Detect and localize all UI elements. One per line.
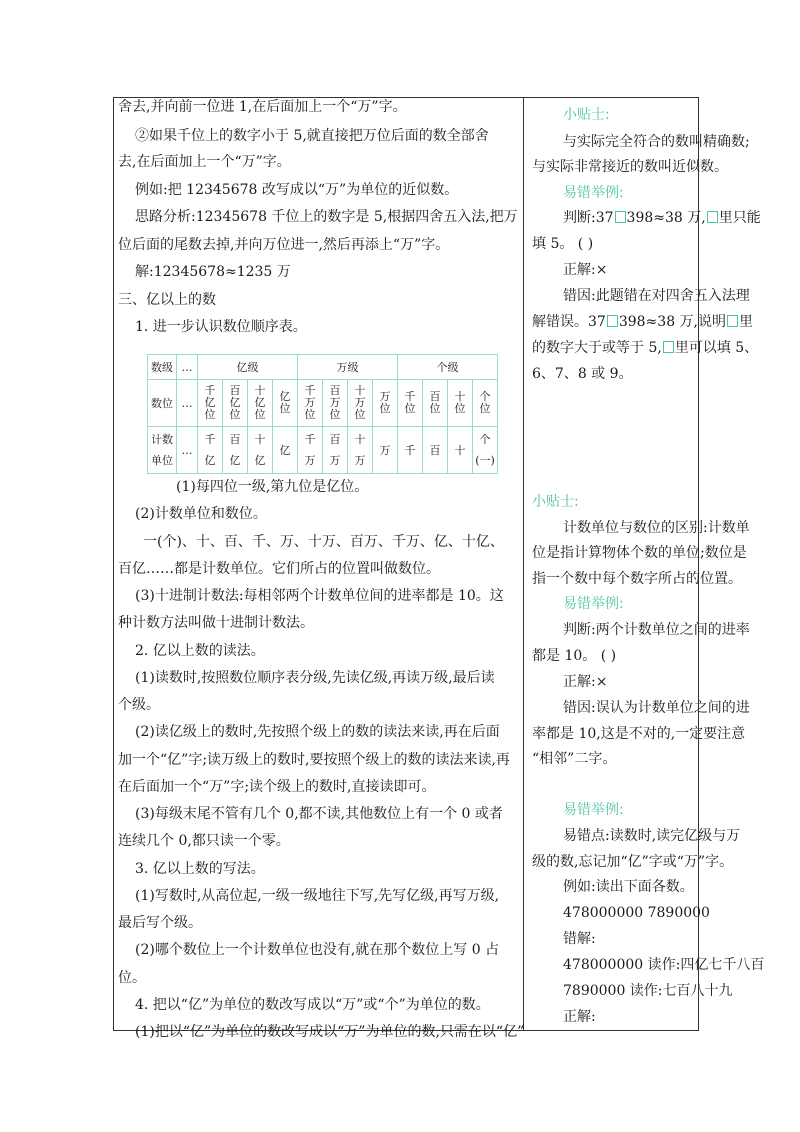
table-cell: 十万位 [354,384,366,421]
note-line: 判断:37 398≈38 万, 里只能 [563,210,761,226]
note-line: 错因:误认为计数单位之间的进 [563,700,750,716]
table-cell: 万 [329,454,341,467]
note-line: 率都是 10,这是不对的,一定要注意 [532,726,746,742]
example-line: 例如:把 12345678 改写成以“万”为单位的近似数。 [135,182,459,198]
table-cell: 千 [204,433,216,446]
table-cell: 百 [229,433,241,446]
note-line: 错解: [563,931,596,947]
subsection-heading: 2. 亿以上数的读法。 [135,643,265,659]
note-line: 计数单位与数位的区别:计数单 [563,520,750,536]
table-cell: … [177,427,198,474]
text-line: 百亿……都是计数单位。它们所占的位置叫做数位。 [118,561,440,577]
table-cell: 百万位 [329,384,341,421]
section-heading: 三、亿以上的数 [118,292,216,308]
table-cell: 亿 [273,427,298,474]
text-line: 加一个“亿”字;读万级上的数时,要按照个级上的数的读法来读,再 [118,752,510,768]
text-line: 连续几个 0,都只读一个零。 [118,833,290,849]
column-divider [523,97,524,1031]
text-line: 个级。 [118,697,160,713]
text-line: (1)把以“亿”为单位的数改写成以“万”为单位的数,只需在以“亿” [135,1024,525,1040]
table-cell: 亿位 [279,390,291,415]
note-line: 都是 10。 ( ) [532,648,617,664]
note-line: 478000000 7890000 [563,905,710,921]
note-line: 填 5。 ( ) [532,236,594,252]
blank-box-icon [707,211,718,223]
table-cell: 数位 [148,380,177,427]
note-line: 级的数,忘记加“亿”字或“万”字。 [532,854,734,870]
note-line: 6、7、8 或 9。 [532,366,633,382]
text-line: (3)每级末尾不管有几个 0,都不读,其他数位上有一个 0 或者 [135,806,503,822]
text-line: 舍去,并向前一位进 1,在后面加上一个“万”字。 [118,99,407,115]
table-cell: 亿级 [198,355,298,380]
error-example-label: 易错举例: [563,802,624,818]
table-cell: 百位 [429,390,441,415]
note-line: 478000000 读作:四亿七千八百 [563,957,765,973]
table-cell: 百亿位 [229,384,241,421]
note-line: 易错点:读数时,读完亿级与万 [563,828,741,844]
analysis-line: 思路分析:12345678 千位上的数字是 5,根据四舍五入法,把万 [135,209,518,225]
table-cell: 十位 [454,390,466,415]
digit-order-table [147,354,498,474]
text-line: (1)读数时,按照数位顺序表分级,先读亿级,再读万级,最后读 [135,670,495,686]
subsection-heading: 1. 进一步认识数位顺序表。 [135,319,307,335]
table-cell: 亿 [254,454,266,467]
table-cell: 万位 [379,390,391,415]
text-line: 位后面的尾数去掉,并向万位进一,然后再添上“万”字。 [118,237,450,253]
table-cell: 个位 [479,390,491,415]
text-line: 最后写个级。 [118,915,202,931]
answer-line: 正解: [563,1009,596,1025]
error-example-label: 易错举例: [563,185,624,201]
table-cell: 千亿位 [204,384,216,421]
table-cell: 个 [479,433,491,446]
subsection-heading: 3. 亿以上数的写法。 [135,861,265,877]
note-line: 与实际完全符合的数叫精确数; [563,134,750,150]
note-line: “相邻”二字。 [532,751,617,767]
table-cell: 亿 [204,454,216,467]
blank-box-icon [727,315,738,327]
table-cell: 十 [254,433,266,446]
note-line: 判断:两个计数单位之间的进率 [563,622,750,638]
table-cell: 万 [354,454,366,467]
blank-box-icon [663,341,674,353]
answer-line: 正解:× [563,262,608,278]
text-line: (2)计数单位和数位。 [135,506,267,522]
tip-label: 小贴士: [563,107,610,123]
text-line: ②如果千位上的数字小于 5,就直接把万位后面的数全部舍 [135,128,489,144]
table-cell: 十 [448,427,473,474]
table-cell: 亿 [229,454,241,467]
blank-box-icon [615,211,626,223]
table-cell: 百 [423,427,448,474]
table-cell: … [177,380,198,427]
table-cell: 千万位 [304,384,316,421]
table-cell: 单位 [151,454,173,467]
text-line: 位。 [118,970,146,986]
table-cell: 万级 [298,355,398,380]
table-cell: … [177,355,198,380]
table-cell: 个级 [398,355,498,380]
text-line: (1)写数时,从高位起,一级一级地往下写,先写亿级,再写万级, [135,888,500,904]
text-line: 在后面加一个“万”字;读个级上的数时,直接读即可。 [118,779,436,795]
answer-line: 正解:× [563,674,608,690]
table-cell: 百 [329,433,341,446]
table-cell: (一) [475,454,495,467]
note-line: 例如:读出下面各数。 [563,879,694,895]
text-line: 去,在后面加上一个“万”字。 [118,154,291,170]
note-line: 7890000 读作:七百八十九 [563,983,733,999]
table-cell: 万 [373,427,398,474]
text-line: (2)哪个数位上一个计数单位也没有,就在那个数位上写 0 占 [135,942,500,958]
table-cell: 千 [398,427,423,474]
table-cell: 十亿位 [254,384,266,421]
error-example-label: 易错举例: [563,596,624,612]
note-line: 与实际非常接近的数叫近似数。 [532,159,728,175]
solution-line: 解:12345678≈1235 万 [135,264,291,280]
subsection-heading: 4. 把以“亿”为单位的数改写成以“万”或“个”为单位的数。 [135,997,490,1013]
table-cell: 万 [304,454,316,467]
note-line: 指一个数中每个数字所占的位置。 [532,571,742,587]
table-cell: 数级 [148,355,177,380]
table-cell: 千位 [404,390,416,415]
table-cell: 十 [354,433,366,446]
note-line: 解错误。37 398≈38 万,说明 里 [532,314,753,330]
text-line: (2)读亿级上的数时,先按照个级上的数的读法来读,再在后面 [135,724,500,740]
text-line: 一(个)、十、百、千、万、十万、百万、千万、亿、十亿、 [143,534,504,550]
note-line: 的数字大于或等于 5, 里可以填 5、 [532,340,759,356]
tip-label: 小贴士: [532,494,579,510]
note-line: 位是指计算物体个数的单位;数位是 [532,545,747,561]
text-line: (1)每四位一级,第九位是亿位。 [176,479,369,495]
table-cell: 计数 [151,433,173,446]
table-cell: 千 [304,433,316,446]
note-line: 错因:此题错在对四舍五入法理 [563,288,750,304]
text-line: 种计数方法叫做十进制计数法。 [118,615,314,631]
text-line: (3)十进制计数法:每相邻两个计数单位间的进率都是 10。这 [135,588,504,604]
blank-box-icon [607,315,618,327]
